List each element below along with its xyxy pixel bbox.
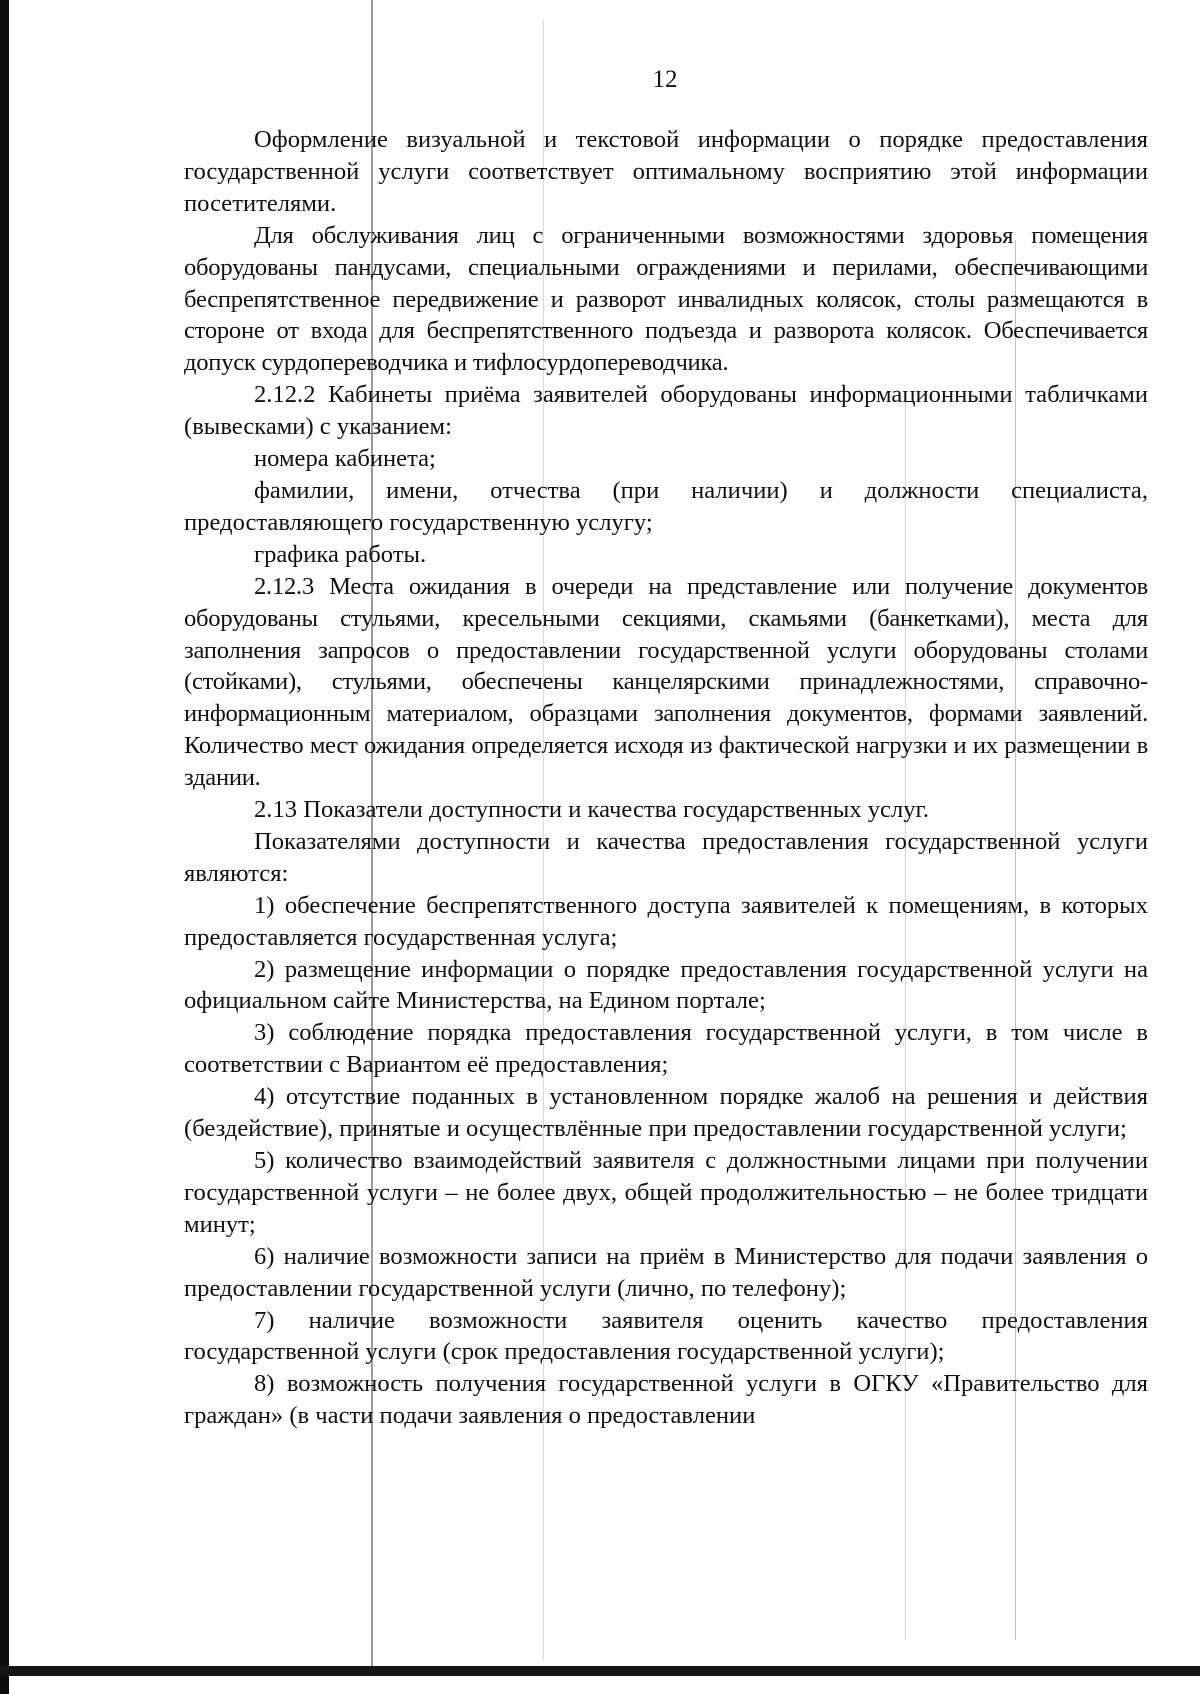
list-item: фамилии, имени, отчества (при наличии) и должности специалиста, предоставляющего государственную услугу; (184, 476, 1148, 536)
paragraph: 2.12.3 Места ожидания в очереди на представление или получение документов оборудованы стульями, кресельными секциями, скамьями (банкетками), места для заполнения запросов о предоставлении государственной услуги оборудованы столами (стойками), стульями, обеспечены канцелярскими принадлежностями, справочно-информационным материалом, образцами заполнения документов, формами заявлений. Количество мест ожидания определяется исходя из фактической нагрузки и их размещении в здании. (184, 572, 1148, 792)
scan-bottom-edge (0, 1666, 1200, 1676)
page-number: 12 (652, 66, 678, 93)
numbered-item: 1) обеспечение беспрепятственного доступа заявителей к помещениям, в которых предоставляется государственная услуга; (184, 891, 1148, 951)
numbered-item: 5) количество взаимодействий заявителя с должностными лицами при получении государственной услуги – не более двух, общей продолжительностью – не более тридцати минут; (184, 1147, 1148, 1238)
paragraph: 2.12.2 Кабинеты приёма заявителей оборудованы информационными табличками (вывесками) с указанием: (184, 381, 1148, 441)
scan-left-edge (0, 0, 9, 1694)
document-body (184, 124, 1148, 1432)
numbered-item: 7) наличие возможности заявителя оценить качество предоставления государственной услуги (срок предоставления государственной услуги); (184, 1306, 1148, 1366)
numbered-item: 4) отсутствие поданных в установленном порядке жалоб на решения и действия (бездействие), принятые и осуществлённые при предоставлении государственной услуги; (184, 1083, 1148, 1143)
paragraph: Показателями доступности и качества предоставления государственной услуги являются: (184, 827, 1148, 887)
paragraph: Оформление визуальной и текстовой информации о порядке предоставления государственной услуги соответствует оптимальному восприятию этой информации посетителями. (184, 126, 1148, 217)
numbered-item: 3) соблюдение порядка предоставления государственной услуги, в том числе в соответствии с Вариантом её предоставления; (184, 1019, 1148, 1079)
numbered-item: 8) возможность получения государственной услуги в ОГКУ «Правительство для граждан» (в части подачи заявления о предоставлении (184, 1370, 1148, 1430)
numbered-item: 6) наличие возможности записи на приём в Министерство для подачи заявления о предоставлении государственной услуги (лично, по телефону); (184, 1242, 1148, 1302)
paragraph: Для обслуживания лиц с ограниченными возможностями здоровья помещения оборудованы пандусами, специальными ограждениями и перилами, обеспечивающими беспрепятственное передвижение и разворот инвалидных колясок, столы размещаются в стороне от входа для беспрепятственного подъезда и разворота колясок. Обеспечивается допуск сурдопереводчика и тифлосурдопереводчика. (184, 221, 1148, 377)
section-heading: 2.13 Показатели доступности и качества государственных услуг. (254, 796, 930, 824)
list-item: графика работы. (254, 540, 427, 568)
list-item: номера кабинета; (254, 445, 436, 473)
numbered-item: 2) размещение информации о порядке предоставления государственной услуги на официальном сайте Министерства, на Едином портале; (184, 955, 1148, 1015)
